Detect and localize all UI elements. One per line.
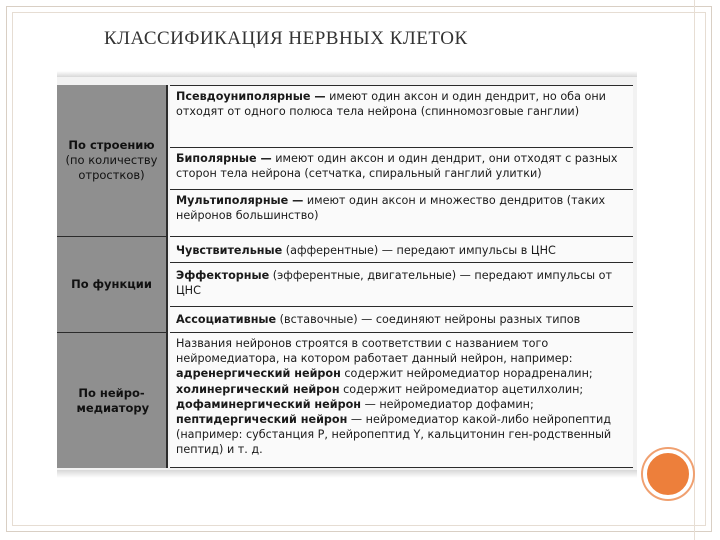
term-dopaminergic: дофаминергический нейрон: [176, 397, 362, 411]
term-adrenergic: адренергический нейрон: [176, 367, 341, 381]
category-structure: [57, 85, 168, 236]
decorative-orange-circle: [643, 449, 693, 499]
desc-adrenergic: содержит нейромедиатор норадреналин;: [340, 367, 593, 381]
term-associative: Ассоциативные: [176, 313, 277, 326]
row-associative: [170, 306, 633, 332]
term-sensory: Чувствительные: [176, 244, 283, 257]
scan-edge-top: [57, 71, 637, 77]
row-sensory: [170, 236, 633, 262]
row-bipolar: [170, 147, 633, 189]
row-mediator: [170, 332, 633, 468]
desc-bipolar: имеют один аксон и один дендрит, они отходят с разных сторон тела нейрона (сетчатка, спиральный ганглий улитки): [176, 152, 618, 181]
category-function: [57, 236, 168, 332]
row-effector: [170, 262, 633, 306]
desc-pseudounipolar: имеют один аксон и один дендрит, но оба они отходят от одного полюса тела нейрона (спинномозговые ганглии): [176, 90, 606, 119]
scan-edge-bottom: [57, 470, 637, 478]
term-pseudounipolar: Псевдоуниполярные —: [176, 90, 326, 103]
category-structure-sublabel: (по количеству отростков): [65, 153, 158, 182]
desc-effector: (эфферентные, двигательные) — передают импульсы от ЦНС: [176, 269, 612, 298]
desc-multipolar: имеют один аксон и множество дендритов (таких нейронов большинство): [176, 194, 606, 223]
term-bipolar: Биполярные —: [176, 152, 272, 165]
classification-table: [57, 77, 637, 470]
desc-sensory: (афферентные) — передают импульсы в ЦНС: [282, 244, 556, 257]
term-peptidergic: пептидергический нейрон: [176, 413, 348, 427]
row-pseudounipolar: [170, 85, 633, 147]
term-multipolar: Мультиполярные —: [176, 194, 304, 207]
row-multipolar: [170, 189, 633, 236]
category-function-label: По функции: [71, 277, 152, 291]
category-structure-label: По строению: [68, 138, 155, 152]
slide-title: КЛАССИФИКАЦИЯ НЕРВНЫХ КЛЕТОК: [104, 28, 468, 49]
desc-peptidergic: — нейромедиатор какой-либо нейропептид (например: субстанция Р, нейропептид Y, кальцитонин ген-родственный пептид) и т. д.: [176, 413, 612, 457]
desc-cholinergic: содержит нейромедиатор ацетилхолин;: [339, 382, 584, 396]
desc-associative: (вставочные) — соединяют нейроны разных типов: [276, 313, 581, 326]
term-cholinergic: холинергический нейрон: [176, 382, 340, 396]
category-mediator-label: По нейро-медиатору: [76, 385, 150, 415]
category-mediator: [57, 332, 168, 468]
desc-dopaminergic: — нейромедиатор дофамин;: [361, 397, 534, 411]
decorative-vertical-line: [694, 0, 695, 540]
term-effector: Эффекторные: [176, 269, 270, 282]
mediator-intro: Названия нейронов строятся в соответствии с названием того нейромедиатора, на котором работает данный нейрон, например:: [176, 337, 573, 366]
